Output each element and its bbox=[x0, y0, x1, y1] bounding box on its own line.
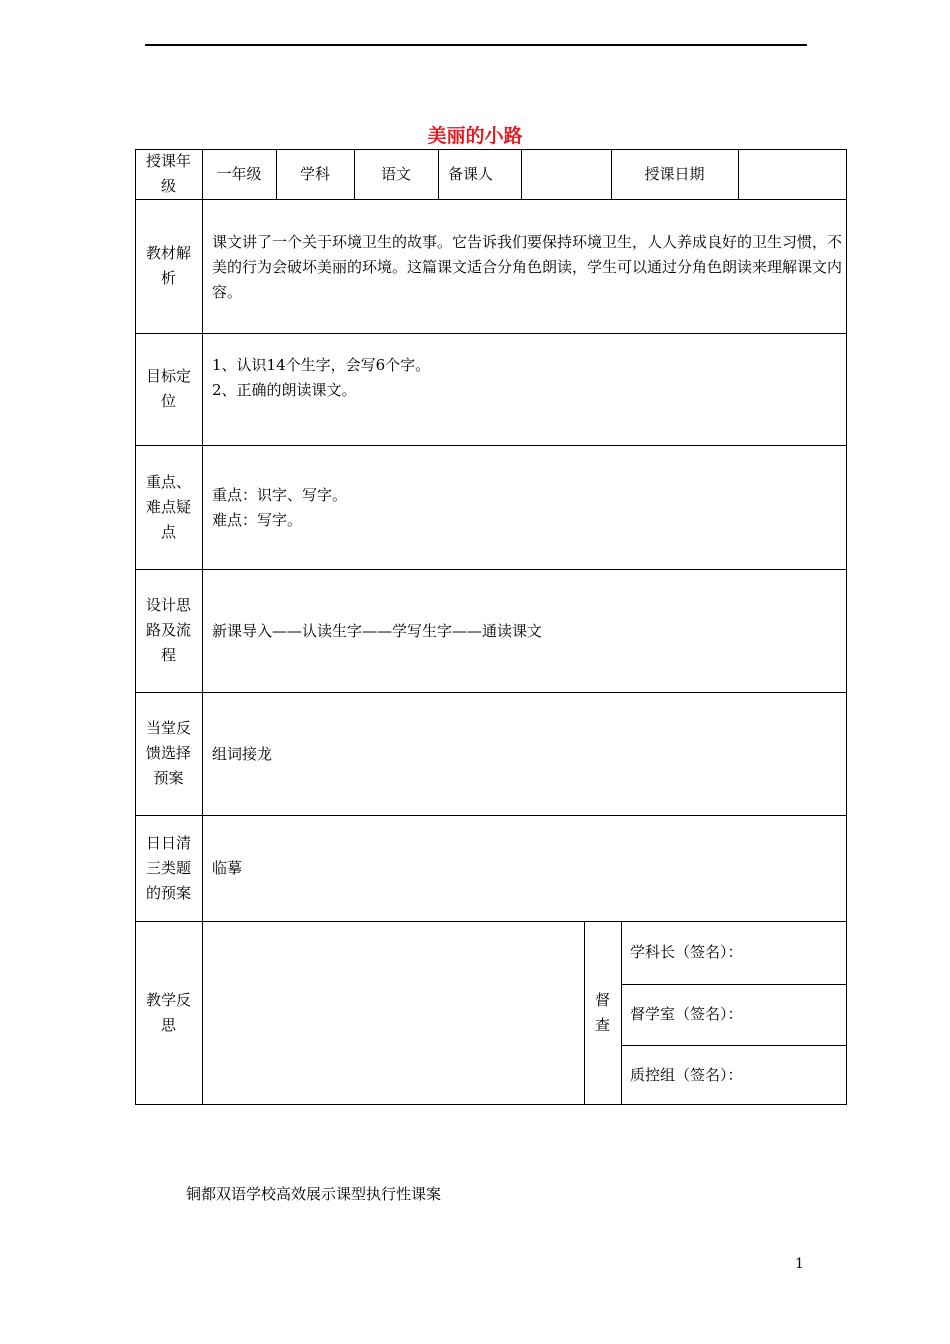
daily-exercise-content: 临摹 bbox=[212, 859, 243, 877]
signature-subject-head: 学科长（签名）： bbox=[630, 943, 743, 961]
preparer-label: 备课人 bbox=[448, 164, 494, 183]
feedback-label-cell bbox=[135, 692, 202, 815]
supervision-label: 督查 bbox=[594, 991, 610, 1034]
design-content: 新课导入——认读生字——学写生字——通读课文 bbox=[212, 622, 543, 640]
row-divider bbox=[135, 815, 847, 816]
daily-exercise-label: 日日清三类题的预案 bbox=[145, 833, 191, 902]
grade-label-cell bbox=[135, 149, 202, 199]
textbook-analysis-label-cell bbox=[135, 199, 202, 333]
header-rule bbox=[145, 44, 807, 46]
objectives-content: 1、认识14个生字，会写6个字。 2、正确的朗读课文。 bbox=[212, 356, 431, 399]
date-value bbox=[738, 149, 847, 199]
signature-supervision-office: 督学室（签名）： bbox=[630, 1005, 743, 1023]
key-points-label: 重点、难点疑点 bbox=[145, 472, 191, 541]
design-label: 设计思路及流程 bbox=[145, 596, 191, 664]
daily-exercise-label-cell bbox=[135, 815, 202, 921]
supervision-column-divider bbox=[621, 921, 622, 1105]
row-divider bbox=[135, 569, 847, 570]
textbook-analysis-content: 课文讲了一个关于环境卫生的故事。它告诉我们要保持环境卫生，人人养成良好的卫生习惯，不美的行为会破坏美丽的环境。这篇课文适合分角色朗读，学生可以通过分角色朗读来理解课文内容。 bbox=[212, 233, 843, 301]
feedback-content: 组词接龙 bbox=[212, 745, 273, 763]
label-column-divider bbox=[202, 149, 203, 1105]
supervision-label-cell bbox=[584, 921, 621, 1105]
objectives-label: 目标定位 bbox=[145, 367, 191, 410]
signature-quality-control: 质控组（签名）： bbox=[630, 1065, 743, 1084]
objectives-label-cell bbox=[135, 333, 202, 445]
preparer-value bbox=[521, 149, 611, 199]
page-number: 1 bbox=[795, 1256, 804, 1272]
date-label: 授课日期 bbox=[644, 164, 705, 183]
grade-label: 授课年级 bbox=[145, 152, 191, 195]
key-points-content: 重点：识字、写字。 难点：写字。 bbox=[212, 486, 348, 529]
design-label-cell bbox=[135, 569, 202, 692]
page-title: 美丽的小路 bbox=[427, 125, 523, 147]
row-divider bbox=[135, 445, 847, 446]
row-divider bbox=[135, 199, 847, 200]
reflection-label: 教学反思 bbox=[145, 991, 191, 1034]
footer-note: 铜都双语学校高效展示课型执行性课案 bbox=[186, 1185, 442, 1203]
key-points-label-cell bbox=[135, 445, 202, 569]
textbook-analysis-label: 教材解析 bbox=[145, 244, 191, 287]
subject-label: 学科 bbox=[299, 164, 330, 183]
row-divider bbox=[135, 333, 847, 334]
row-divider bbox=[135, 692, 847, 693]
subject-value: 语文 bbox=[380, 164, 411, 183]
grade-value: 一年级 bbox=[216, 164, 262, 183]
feedback-label: 当堂反馈选择预案 bbox=[145, 719, 191, 787]
reflection-label-cell bbox=[135, 921, 202, 1105]
